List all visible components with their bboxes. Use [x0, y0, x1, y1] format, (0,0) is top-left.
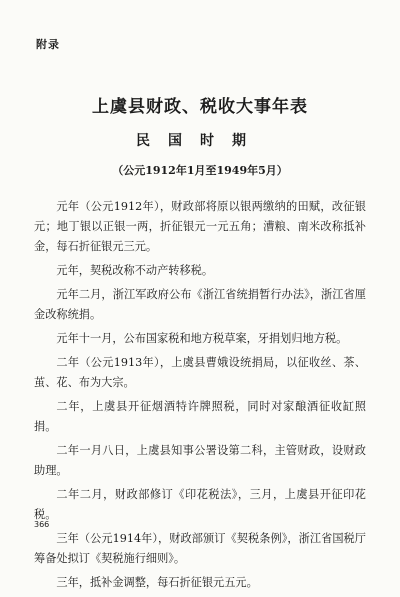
chronology-entry: 二年，上虞县开征烟酒特许牌照税，同时对家酿酒征收缸照捐。 [34, 400, 366, 433]
chronology-entry: 元年（公元1912年），财政部将原以银两缴纳的田赋，改征银元；地丁银以正银一两，折征银元一元五角；漕粮、南米改称抵补金，每石折征银元三元。 [34, 200, 366, 253]
chronology-entry: 元年十一月，公布国家税和地方税草案，牙捐划归地方税。 [56, 332, 348, 345]
page-number: 366 [34, 520, 50, 529]
era-date-range: （公元1912年1月至1949年5月） [112, 164, 288, 177]
page-title: 上虞县财政、税收大事年表 [92, 97, 308, 117]
chronology-body [34, 197, 366, 597]
chronology-entry: 三年（公元1914年），财政部颁订《契税条例》，浙江省国税厅筹备处拟订《契税施行细则》。 [34, 532, 366, 565]
section-label: 附录 [36, 38, 60, 51]
era-heading: 民国时期 [136, 133, 264, 149]
chronology-entry: 元年二月，浙江军政府公布《浙江省统捐暂行办法》，浙江省厘金改称统捐。 [34, 288, 366, 321]
chronology-entry: 三年，抵补金调整，每石折征银元五元。 [56, 576, 258, 589]
chronology-entry: 二年（公元1913年），上虞县曹娥设统捐局，以征收丝、茶、茧、花、布为大宗。 [34, 356, 366, 389]
chronology-entry: 元年，契税改称不动产转移税。 [56, 264, 214, 277]
chronology-entry: 二年一月八日，上虞县知事公署设第二科，主管财政，设财政助理。 [34, 444, 366, 477]
chronology-entry: 二年二月，财政部修订《印花税法》，三月，上虞县开征印花税。 [34, 488, 366, 521]
